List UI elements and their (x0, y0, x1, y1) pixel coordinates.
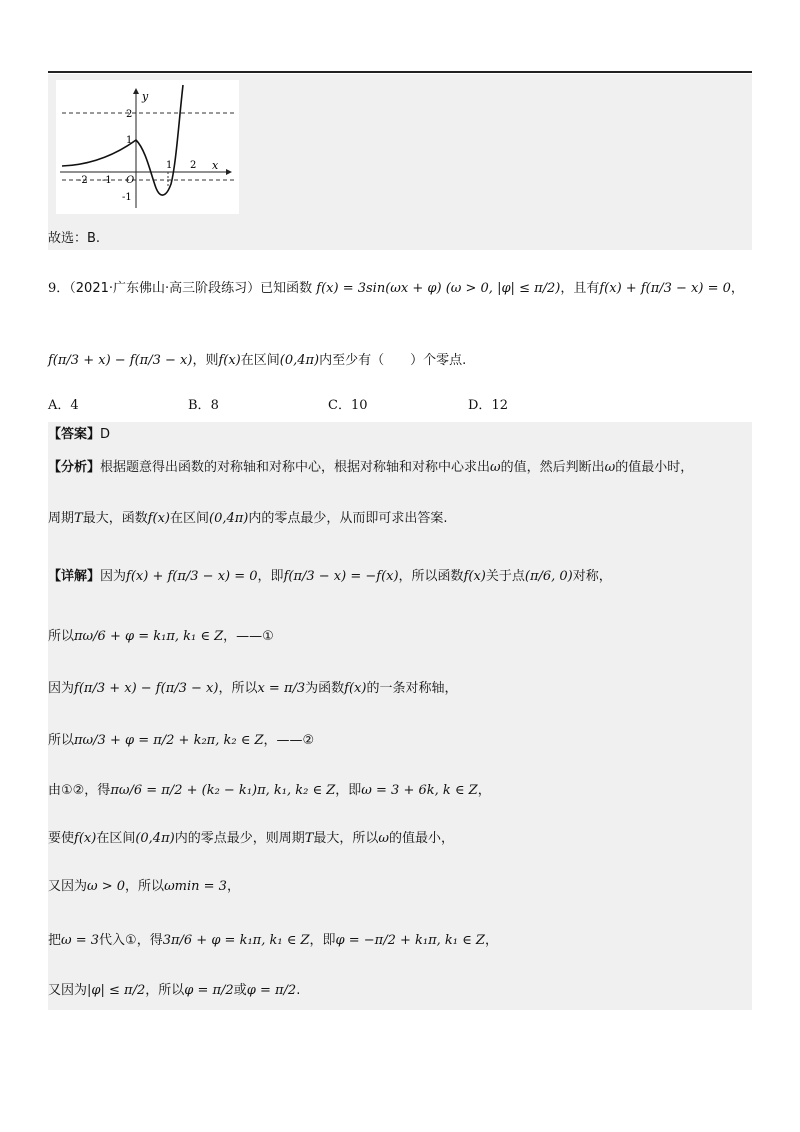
detail-text-1b: ，即 (257, 569, 284, 584)
function-condition: (ω > 0, |φ| ≤ π/2) (445, 281, 561, 296)
question-text-end: 内至少有（ ）个零点. (319, 353, 467, 368)
analysis-line-2 (48, 512, 448, 525)
equation-1: f(x) + f(π/3 − x) = 0 (599, 281, 731, 296)
detail-text-1e: 对称， (572, 569, 612, 584)
detail-text-8a: 把 (48, 933, 62, 948)
detail-text-9c: 或 (233, 983, 247, 998)
detail-text-6a: 要使 (48, 831, 75, 846)
period-T-2: T (304, 831, 314, 846)
question-stem-a: 已知函数 (260, 281, 313, 296)
detail-fx-2: f(x) (344, 681, 367, 696)
detail-eq1: f(x) + f(π/3 − x) = 0 (126, 569, 258, 584)
detail-eq2: f(π/3 − x) = −f(x) (283, 569, 399, 584)
analysis-text-1b: 的值，然后判断出 (500, 460, 605, 475)
analysis-text-2c: 在区间 (170, 511, 210, 526)
prev-answer-line: 故选：B. (48, 231, 101, 246)
y-tick-1: 1 (126, 135, 133, 146)
detail-text-5c: ， (477, 783, 491, 798)
question-text-interval: 在区间 (240, 353, 280, 368)
detail-text-1d: 关于点 (485, 569, 525, 584)
analysis-text-2d: 内的零点最少，从而即可求出答案. (248, 511, 448, 526)
question-9-line-1: 9．（2021·广东佛山·高三阶段练习）已知函数 f(x) = 3sin(ωx + φ) (ω > 0, |φ| ≤ π/2)，且有f(x) + f(π/3 − x) = 0， (48, 281, 744, 296)
detail-text-5a: 由①②，得 (48, 783, 111, 798)
x-tick-1: 1 (166, 160, 173, 171)
equation-2: f(π/3 + x) − f(π/3 − x) (48, 353, 193, 368)
answer-tag: 【答案】 (48, 427, 101, 442)
x-tick-2: 2 (190, 160, 197, 171)
detail-text-7c: ， (226, 879, 240, 894)
detail-text-8b: 代入①，得 (99, 933, 163, 948)
phi-value-1: φ = π/2 (184, 983, 234, 998)
option-d-text: 12 (491, 398, 508, 413)
fx-inline-3: f(x) (74, 831, 97, 846)
equation-circle-2: πω/3 + φ = π/2 + k₂π, k₂ ∈ Z (74, 733, 264, 748)
equation-circle-1: πω/6 + φ = k₁π, k₁ ∈ Z (74, 629, 224, 644)
detail-line-2 (48, 630, 274, 643)
detail-text-2a: 所以 (48, 629, 75, 644)
option-b-text: 8 (210, 398, 219, 413)
x-tick-origin: O (126, 175, 135, 186)
detail-text-6d: 最大，所以 (313, 831, 379, 846)
option-d (468, 399, 508, 412)
option-c-key: C． (328, 398, 351, 413)
detail-text-7a: 又因为 (48, 879, 88, 894)
interval-3: (0,4π) (135, 831, 175, 846)
analysis-text-2b: 最大，函数 (82, 511, 148, 526)
detail-text-4a: 所以 (48, 733, 75, 748)
graph-svg (56, 80, 239, 214)
detail-text-3b: ，所以 (218, 681, 258, 696)
axis-x-value: x = π/3 (257, 681, 306, 696)
option-c-text: 10 (350, 398, 368, 413)
option-d-key: D． (468, 398, 492, 413)
x-axis-arrow (226, 169, 232, 175)
y-axis-arrow (133, 88, 139, 94)
detail-line-9 (48, 984, 300, 997)
detail-text-1c: ，所以函数 (398, 569, 464, 584)
omega-general: ω = 3 + 6k, k ∈ Z (361, 783, 478, 798)
analysis-text-1c: 的值最小时， (615, 460, 694, 475)
detail-tag: 【详解】 (48, 569, 101, 584)
omega-symbol-2: ω (604, 460, 616, 475)
detail-line-7 (48, 880, 240, 893)
analysis-text-1a: 根据题意得出函数的对称轴和对称中心，根据对称轴和对称中心求出 (100, 460, 491, 475)
x-tick-neg2: -2 (78, 175, 88, 186)
analysis-text-2a: 周期 (48, 511, 75, 526)
detail-text-3c: 为函数 (305, 681, 345, 696)
analysis-tag: 【分析】 (48, 460, 101, 475)
option-a (48, 399, 79, 412)
detail-line-6 (48, 832, 454, 845)
function-graph (56, 80, 239, 214)
question-stem-b: ，且有 (560, 281, 600, 296)
detail-text-1a: 因为 (100, 569, 127, 584)
analysis-line-1 (48, 461, 693, 474)
detail-fx: f(x) (463, 569, 486, 584)
omega-min: ωmin = 3 (164, 879, 227, 894)
phi-value-2: φ = π/2 (246, 983, 297, 998)
detail-text-6c: 内的零点最少，则周期 (174, 831, 305, 846)
detail-line-5 (48, 784, 491, 797)
answer-value: D (100, 427, 111, 442)
detail-text-7b: ，所以 (125, 879, 165, 894)
detail-text-6e: 的值最小， (389, 831, 455, 846)
question-9-line-2 (48, 354, 466, 367)
omega-positive: ω > 0 (87, 879, 126, 894)
detail-text-9a: 又因为 (48, 983, 88, 998)
detail-text-8d: ， (484, 933, 498, 948)
option-a-key: A． (48, 398, 71, 413)
interval: (0,4π) (279, 353, 320, 368)
header-rule (48, 71, 752, 73)
detail-text-4b: ，——② (263, 733, 315, 748)
period-T: T (74, 511, 83, 526)
option-b-key: B． (188, 398, 211, 413)
symmetry-point: (π/6, 0) (524, 569, 573, 584)
detail-text-2b: ，——① (223, 629, 274, 644)
question-source: （2021·广东佛山·高三阶段练习） (69, 281, 261, 296)
option-c (328, 399, 368, 412)
detail-eq5: πω/6 = π/2 + (k₂ − k₁)π, k₁, k₂ ∈ Z (110, 783, 336, 798)
detail-text-3d: 的一条对称轴， (366, 681, 458, 696)
option-b (188, 399, 219, 412)
phi-abs-bound: |φ| ≤ π/2 (87, 983, 146, 998)
function-definition: f(x) = 3sin(ωx + φ) (316, 281, 442, 296)
question-number: 9． (48, 281, 70, 296)
detail-text-3a: 因为 (48, 681, 75, 696)
fx-inline: f(x) (218, 353, 241, 368)
detail-line-1 (48, 570, 612, 583)
fx-inline-2: f(x) (147, 511, 170, 526)
omega-symbol: ω (490, 460, 501, 475)
y-tick-2: 2 (126, 109, 133, 120)
detail-eq8: 3π/6 + φ = k₁π, k₁ ∈ Z (162, 933, 310, 948)
option-a-text: 4 (70, 398, 79, 413)
y-axis-label: y (142, 90, 149, 103)
detail-text-9b: ，所以 (145, 983, 185, 998)
omega-symbol-3: ω (378, 831, 390, 846)
detail-text-5b: ，即 (335, 783, 362, 798)
detail-text-6b: 在区间 (96, 831, 136, 846)
question-text-then: ，则 (192, 353, 219, 368)
detail-text-9d: . (296, 983, 301, 998)
x-axis-label: x (212, 159, 219, 172)
detail-line-4 (48, 734, 314, 747)
omega-three: ω = 3 (61, 933, 100, 948)
interval-2: (0,4π) (209, 511, 249, 526)
y-tick-neg1: -1 (122, 192, 132, 203)
phi-general: φ = −π/2 + k₁π, k₁ ∈ Z (335, 933, 485, 948)
x-tick-neg1: -1 (102, 175, 112, 186)
answer-line (48, 428, 110, 441)
detail-eq3: f(π/3 + x) − f(π/3 − x) (74, 681, 219, 696)
detail-line-3 (48, 682, 457, 695)
detail-text-8c: ，即 (309, 933, 336, 948)
detail-line-8 (48, 934, 498, 947)
